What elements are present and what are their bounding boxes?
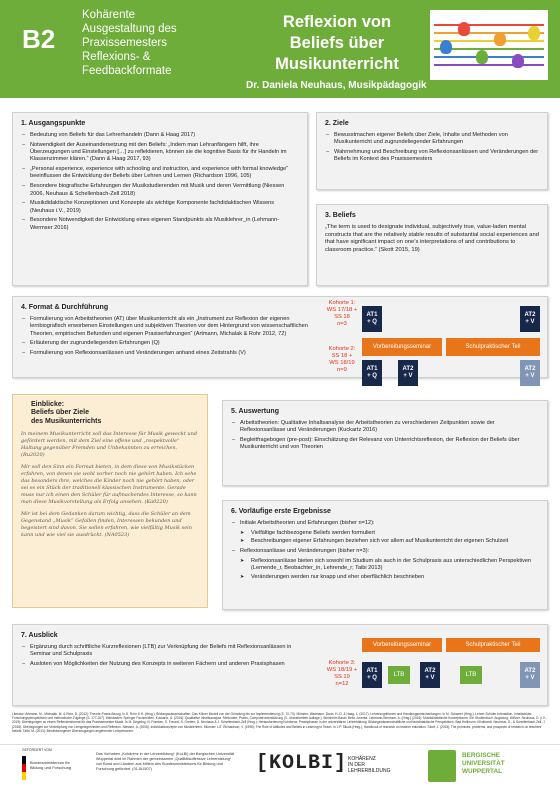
list-item: – Erläuterung der zugrundeliegenden Erfahrungen (Q) [21,340,321,347]
music-staff-image [430,10,548,80]
bullet-list [21,644,311,668]
poster-title: Reflexion von Beliefs über Musikunterricht [275,13,399,73]
section-ergebnisse [222,500,548,610]
at2v-box-pending: AT2 + V [520,360,540,386]
funding-text: Das Vorhaben „Kohärenz in der Lehrerbildung“ (KoLBi) der Bergischen Universität Wuppertal wird im Rahmen der gemeinsamen „Qualitätsoffensive Lehrerbildung“ von Bund und Ländern aus Mitteln des Bundesministeriums für Bildung und Forschung gefördert. (01JA1507) [96,752,235,771]
insight-quote-1: In meinem Musikunterricht soll das Interesse für Musik geweckt und gefördert werden, mit dem Ziel eine offene und „respektvolle“ Haltung gegenüber Fremden und Unbekannten zu erreichen. (Ru2020) [21,431,198,459]
header-subtitle: Kohärente Ausgestaltung des Praxissemesters Reflexions- & Feedbackformate [82,9,177,77]
bullet-list [231,520,539,527]
ltb-box: LTB [460,666,482,684]
literature-list: Literatur: Artmann, M., Michalak, M. & Rohr, D. (2012): Theorie-Praxis-Bezug. In D. Rohr & H. (Hrsg.): Bildungswissenschaften: Das Kölner Modell von der Gründung bis zur Implementierung (S. 70-73). Münster: Waxmann. Dann, H.-D. & Haag, L. (2017): Lehrerkognitionen und Handlungsentscheidungen. In M. Schweer (Hrsg.), Lehrer-Schüler-Interaktion. Inhaltsfelder, Forschungsperspektiven und methodische Zugänge (S. 177-207). Wiesbaden: Springer Fachmedien. Kuckartz, U. (2016): Qualitative Inhaltsanalyse. Methoden, Praxis, Computerunterstützung (3., überarbeitete Auflage.). Weinheim Basel: Beltz Juventa. Lehmann-Wermser, A. (Hrsg.) (2016): Musikdidaktische Konzeptionen. Ein Studienbuch. Augsburg: Wißner. Neuhaus, D. (i.V., 2019): Überlegungen zu einem Reflexionsformat für das Praxissemester Musik. In M. Degeling, N. Franken, S. Freund, S. Greiten, D. Neuhaus & J. Schellenbach-Zell (Hrsg.): Herausforderung Kohärenz: Praxisphasen in der universitären Lehrerbildung. Bildungswissenschaftliche und fachdidaktische Perspektiven. Bad Heilbrunn: Klinkhardt. Neuhaus, D., & Schellenbach-Zell, J. (2018): Überlegungen zur Verknüpfung von Lerngelegenheiten und Reflexion. Niessen, A. (2006): Individualkonzepte von Musiklehrern. Münster: LIT. Richardson, V. (1996): The Role of Attitudes and Beliefs in Learning to Teach. In J.P. Sikula (Hrsg.), Handbook of research on teacher education. Skott, J. (2015): The promises, problems, and prospects of research on teachers' beliefs. Taibi, M. (2013): Berufsbezogener Überzeugungen angehender Lehrpersonen. [12,712,547,733]
schulpraktischer-teil-bar: Schulpraktischer Teil [446,638,540,652]
handprint-icon [440,40,452,54]
section-title: 2. Ziele [325,120,349,127]
bullet-list [21,316,321,357]
bullet-list [21,132,299,232]
sub-list-item: ➤ Reflexionsanlässe bieten sich sowohl im Studium als auch in der Schulpraxis aus unterschiedlichen Perspektiven (Lernende_r, Beobachter_in, Lehrende_r; Taibi 2013) [231,558,539,573]
at2v-box: AT2 + V [520,306,540,332]
university-logo-icon [428,750,456,782]
section-title: 4. Format & Durchführung [21,304,109,311]
section-format [12,296,548,378]
section-auswertung [222,400,548,486]
vorbereitungsseminar-bar: Vorbereitungsseminar [362,338,442,356]
list-item: – Begleitfragebogen (pre-post): Einschätzung der Relevanz von Unterrichtsreflexion, der Reflexion der Beliefs über Musikunterricht und von Theorien [231,437,539,452]
list-item: – Reflexionsanlässe und Veränderungen (bisher n=3): [231,548,539,555]
insight-box [12,394,208,608]
section-ausblick [12,624,548,706]
at1q-box: AT1 + Q [362,306,382,332]
kohorte-1-label: Kohorte 1: WS 17/18 + SS 18 n=3 [326,300,358,327]
funding-note: GEFÖRDERT VOM [22,748,52,752]
handprint-icon [458,22,470,36]
ltb-box: LTB [388,666,410,684]
section-title: 7. Ausblick [21,632,58,639]
list-item: – Bedeutung von Beliefs für das Lehrerhandeln (Dann & Haag 2017) [21,132,299,139]
kohorte-3-label: Kohorte 3: WS 18/19 + SS 19 n=12 [326,660,358,687]
list-item: – Initiale Arbeitstheorien und Erfahrungen (bisher n=12): [231,520,539,527]
list-item: – Wahrnehmung und Beschreibung von Reflexionsanlässen und Veränderungen der Beliefs im Kontext des Praxissemesters [325,149,539,164]
insight-quote-3: Mir ist bei dem Gedanken darum wichtig, dass die Schüler an dem Gegenstand „Musik“ Gefallen finden, Interessen bekunden und begeistert sind davon. Sie sollen erfahren, wie vielfältig Musik sein kann und wie viel sie ausdrückt. (NA0523) [21,511,193,539]
sub-list-item: ➤ Veränderungen werden nur knapp und eher oberflächlich beschrieben [231,574,539,581]
section-ausgangspunkte [12,112,308,286]
sub-list-item: ➤ Vielfältige fachbezogene Beliefs werden formuliert [231,530,539,537]
section-ziele [316,112,548,190]
university-name: BERGISCHE UNIVERSITÄT WUPPERTAL [462,752,505,775]
federal-eagle-icon [22,756,26,780]
bullet-list [231,548,539,555]
list-item: – Besondere Notwendigkeit der Entwicklung eines eigenen Standpunkts als Musiklehrer_in (Lehmann-Wermser 2016) [21,217,299,232]
at2v-box-pending: AT2 + V [520,662,540,688]
at1q-box: AT1 + Q [362,662,382,688]
section-code: B2 [22,24,56,54]
handprint-icon [494,32,506,46]
handprint-icon [528,26,540,40]
list-item: – Notwendigkeit der Auseinandersetzung mit den Beliefs: „Indem man Lehranfängern hilft, ihre Überzeugungen und Einstellungen […] zu reflektieren, können sie die kognitive Basis für ihr Handeln im Klassenzimmer klären.“ (Dann & Haag 2017, 93) [21,142,299,164]
handprint-icon [476,50,488,64]
section-beliefs [316,204,548,286]
list-item: – Arbeitstheorien: Qualitative Inhaltsanalyse der Arbeitstheorien zu verschiedenen Zeitpunkten sowie der Reflexionsanlässe und Veränderungen (Kuckartz 2016) [231,420,539,435]
handprint-icon [512,54,524,68]
section-title: 1. Ausgangspunkte [21,120,86,127]
list-item: – Musikdidaktische Konzeptionen und Konzepte als wichtige Komponente fachdidaktischen Wissens (Neuhaus i.V., 2019) [21,200,299,215]
list-item: – Besondere biografische Erfahrungen der Musikstudierenden mit Musik und deren Vermittlung (Niessen 2006, Neuhaus & Schellenbach-Zell 2018) [21,183,299,198]
at1q-box: AT1 + Q [362,360,382,386]
list-item: – Ausloten von Möglichkeiten der Nutzung des Konzepts in weiteren Fächern und anderen Praxisphasen [21,661,311,668]
at2v-box: AT2 + V [420,662,440,688]
vorbereitungsseminar-bar: Vorbereitungsseminar [362,638,442,652]
insight-quote-2: Mir soll den Sinn ein Format bieten, in dem diese von Musikstücken erfahren, von denen sie wohl vorher noch nie gehört haben. Ich sehe das besonders ihre, welches die Kinder noch nie gehört haben, oder sei es ein Stück der traditionell klassischen Instrumente. Gerade muss nur ich einen den Schüler für aufmachendes Interesse, so kann man diese Musikvorstellung als Erfolg ansehen. (Ka0220) [21,464,197,506]
sub-list-item: ➤ Beschreibungen eigener Erfahrungen beziehen sich vor allem auf Musikunterricht der eigenen Schulzeit [231,538,539,545]
kohorte-2-label: Kohorte 2: SS 18 + WS 18/19 n=9 [328,346,356,373]
list-item: – „Personal experience, experience with schooling and instruction, and experience with formal knowledge“ beeinflussen die Entwicklung der Beliefs über Lehren und Lernen (Richardson 1996, 105) [21,166,299,181]
list-item: – Bewusstmachen eigener Beliefs über Ziele, Inhalte und Methoden von Musikunterricht und zugrundeliegender Erfahrungen [325,132,539,147]
list-item: – Formulierung von Arbeitstheorien (AT) über Musikunterricht als ein „Instrument zur Reflexion der eigenen lernbiografisch erworbenen Einstellungen und subjektiven Theorien vor dem Hintergrund von wissenschaftlichen Theorien, empirischen Befunden und eigenen Praxiserfahrungen“ (Artmann, Michalak & Rohr 2012, 72) [21,316,321,338]
section-title: 5. Auswertung [231,408,279,415]
schulpraktischer-teil-bar: Schulpraktischer Teil [446,338,540,356]
kolbi-subtitle: KOHÄRENZ IN DER LEHRERBILDUNG [348,756,391,774]
list-item: – Ergänzung durch schriftliche Kurzreflexionen (LTB) zur Verknüpfung der Beliefs mit Reflexionsanlässen in Seminar und Schulpraxis [21,644,311,659]
kolbi-logo-text: KOLBI [269,752,335,775]
insight-title: Einblicke: Beliefs über Ziele des Musikunterrichts [31,401,102,425]
kolbi-logo: [KOLBI] [256,752,348,775]
bullet-list [325,132,539,164]
bullet-list [231,420,539,452]
poster-author: Dr. Daniela Neuhaus, Musikpädagogik [246,80,427,91]
section-title: 3. Beliefs [325,212,356,219]
bmbf-logo-text: Bundesministerium für Bildung und Forschung [30,760,72,770]
section-title: 6. Vorläufige erste Ergebnisse [231,508,331,515]
list-item: – Formulierung von Reflexionsanlässen und Veränderungen anhand eines Zeitstrahls (V) [21,350,321,357]
beliefs-quote: „The term is used to designate individual, subjectively true, value-laden mental constructs that are the relatively stable results of substantial social experiences and that have significant impact on one’s interpretations of and contributions to classroom practice.“ (Skott 2015, 19) [325,224,539,253]
at2v-box: AT2 + V [398,360,418,386]
